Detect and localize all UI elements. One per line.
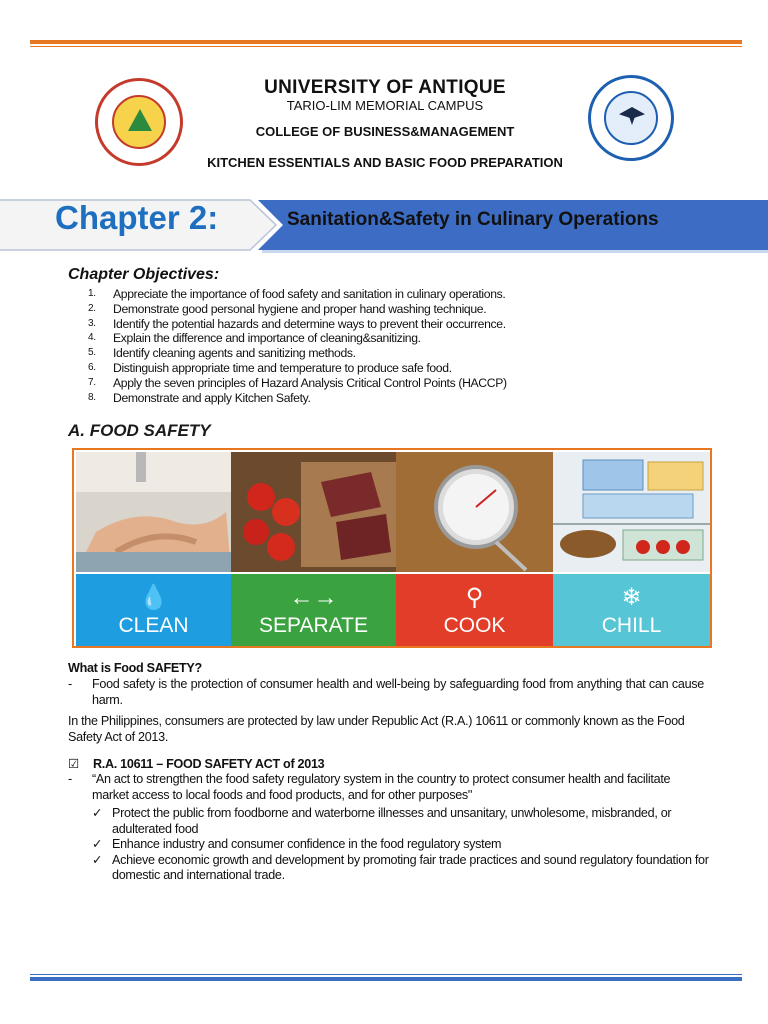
- panel-cook: [396, 452, 553, 646]
- panel-label-separate: SEPARATE: [259, 614, 368, 637]
- objective-item: 1. Appreciate the importance of food safety and sanitation in culinary operations.: [88, 287, 506, 301]
- college-seal-logo: [588, 75, 674, 161]
- chapter-title: Chapter 2:: [55, 199, 219, 236]
- panel-label-clean: CLEAN: [118, 614, 189, 637]
- ra-quote: - “An act to strengthen the food safety regulatory system in the country to protect consumer health and facilitate market access to local foods and food products, and for other purposes": [68, 772, 671, 802]
- objective-item: 8. Demonstrate and apply Kitchen Safety.: [88, 390, 311, 405]
- check-icon: ✓: [92, 837, 103, 851]
- panel-label-cook: COOK: [443, 614, 506, 637]
- bottom-rule-thick: [30, 977, 742, 981]
- list-item: ✓ Enhance industry and consumer confidence in the food regulatory system: [92, 837, 502, 851]
- ra-goals-list: [92, 806, 712, 884]
- college-name: COLLEGE OF BUSINESS&MANAGEMENT: [255, 124, 515, 139]
- list-item: ✓ Protect the public from foodborne and waterborne illnesses and unsanitary, unwholesome, misbranded, or adulterated food: [92, 806, 672, 836]
- objective-item: 7. Apply the seven principles of Hazard Analysis Critical Control Points (HACCP): [88, 375, 507, 390]
- campus-name: TARIO-LIM MEMORIAL CAMPUS: [286, 98, 484, 113]
- objective-item: 6. Distinguish appropriate time and temperature to produce safe food.: [88, 360, 452, 375]
- section-heading-food-safety: A. FOOD SAFETY: [68, 421, 211, 440]
- chapter-subtitle: Sanitation&Safety in Culinary Operations: [287, 209, 659, 230]
- question-heading: What is Food SAFETY?: [68, 661, 202, 675]
- philippines-paragraph: In the Philippines, consumers are protected by law under Republic Act (R.A.) 10611 or commonly known as the Food Safety Act of 2013.: [68, 714, 685, 744]
- check-icon: ✓: [92, 852, 103, 867]
- tomatoes-and-meat-photo: [231, 452, 396, 572]
- objectives-heading: Chapter Objectives:: [68, 266, 220, 283]
- course-title: KITCHEN ESSENTIALS AND BASIC FOOD PREPARATION: [207, 155, 563, 170]
- snowflake-icon: ❄: [621, 584, 642, 611]
- top-rule-thin: [30, 46, 742, 47]
- definition-paragraph: - Food safety is the protection of consumer health and well-being by safeguarding food from anything that can cause harm.: [68, 677, 704, 707]
- refrigerator-photo: [553, 452, 710, 572]
- meat-thermometer-photo: [396, 452, 553, 572]
- hand-washing-photo: [76, 452, 231, 572]
- check-icon: ✓: [92, 806, 103, 820]
- top-rule-thick: [30, 40, 742, 44]
- panel-label-chill: CHILL: [601, 614, 662, 637]
- panel-separate: [231, 452, 396, 646]
- bottom-rule-thin: [30, 974, 742, 975]
- panel-chill: [553, 452, 710, 646]
- objective-item: 4. Explain the difference and importance of cleaning&sanitizing.: [88, 331, 421, 346]
- objective-item: 3. Identify the potential hazards and determine ways to prevent their occurrence.: [88, 316, 506, 331]
- checkbox-icon: ☑: [68, 757, 79, 771]
- objective-item: 5. Identify cleaning agents and sanitizing methods.: [88, 346, 356, 361]
- ra-heading: ☑ R.A. 10611 – FOOD SAFETY ACT of 2013: [68, 757, 325, 771]
- university-seal-logo: [95, 78, 183, 166]
- objectives-list: [88, 287, 728, 405]
- food-safety-infographic: [72, 448, 712, 648]
- university-name: UNIVERSITY OF ANTIQUE: [264, 77, 506, 98]
- list-item: ✓ Achieve economic growth and development by promoting fair trade practices and sound regulatory foundation for domestic and international trade.: [92, 852, 709, 882]
- water-drop-icon: 💧: [138, 584, 169, 611]
- thermometer-icon: ⚲: [465, 584, 484, 611]
- arrows-icon: ←→: [289, 584, 338, 611]
- objective-item: 2. Demonstrate good personal hygiene and proper hand washing technique.: [88, 301, 487, 316]
- panel-clean: [76, 452, 231, 646]
